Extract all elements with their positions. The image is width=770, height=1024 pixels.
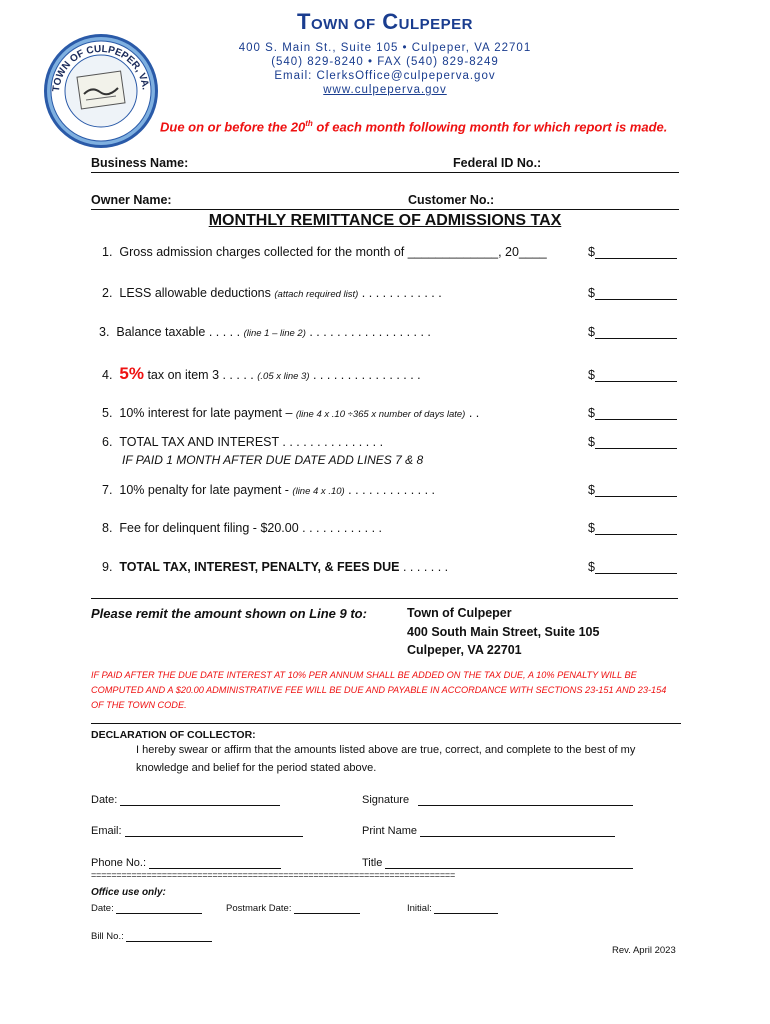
revision-date: Rev. April 2023 bbox=[612, 945, 676, 956]
bill-no-field[interactable]: Bill No.: bbox=[91, 931, 212, 942]
line-item-7: 7. 10% penalty for late payment - (line 4 x .10) . . . . . . . . . . . . . bbox=[102, 483, 435, 497]
amount-field-5[interactable]: $ bbox=[588, 406, 679, 420]
line-item-8: 8. Fee for delinquent filing - $20.00 . . . . . . . . . . . . bbox=[102, 521, 383, 535]
due-notice: Due on or before the 20th of each month following month for which report is made. bbox=[160, 119, 668, 135]
declaration-divider bbox=[91, 723, 681, 724]
town-title: TOWN OF CULPEPER bbox=[297, 9, 473, 34]
line-item-1: 1. Gross admission charges collected for the month of _____________, 20____ bbox=[102, 245, 547, 259]
line-item-5: 5. 10% interest for late payment – (line 4 x .10 ÷365 x number of days late) . . bbox=[102, 406, 480, 420]
phone-field[interactable]: Phone No.: bbox=[91, 856, 281, 869]
town-phone-fax: (540) 829-8240 • FAX (540) 829-8249 bbox=[271, 56, 499, 68]
owner-name-field[interactable] bbox=[185, 193, 400, 209]
customer-no-label: Customer No.: bbox=[408, 193, 495, 207]
line-item-3: 3. Balance taxable . . . . . (line 1 – line 2) . . . . . . . . . . . . . . . . . . bbox=[99, 325, 431, 339]
equals-divider: ======================================================================== bbox=[91, 870, 456, 880]
federal-id-field[interactable] bbox=[550, 156, 678, 172]
remit-label: Please remit the amount shown on Line 9 to: bbox=[91, 606, 367, 621]
amount-field-6[interactable]: $ bbox=[588, 435, 679, 449]
title-field[interactable]: Title bbox=[362, 856, 633, 869]
business-name-field[interactable] bbox=[190, 156, 440, 172]
business-name-label: Business Name: bbox=[91, 156, 189, 170]
amount-field-9[interactable]: $ bbox=[588, 560, 679, 574]
svg-text:TOWN OF CULPEPER, VA. bbox=[51, 44, 151, 93]
customer-no-field[interactable] bbox=[500, 193, 678, 209]
seal-text bbox=[42, 32, 160, 150]
town-website-link[interactable]: www.culpeperva.gov bbox=[323, 84, 447, 96]
amount-field-4[interactable]: $ bbox=[588, 368, 679, 382]
initial-field[interactable]: Initial: bbox=[407, 903, 498, 914]
line-item-6-note: IF PAID 1 MONTH AFTER DUE DATE ADD LINES 7 & 8 bbox=[122, 453, 424, 467]
amount-field-2[interactable]: $ bbox=[588, 286, 679, 300]
line-item-6: 6. TOTAL TAX AND INTEREST . . . . . . . . . . . . . . . bbox=[102, 435, 384, 449]
remit-street: 400 South Main Street, Suite 105 bbox=[407, 625, 600, 639]
late-payment-warning: IF PAID AFTER THE DUE DATE INTEREST AT 10% PER ANNUM SHALL BE ADDED ON THE TAX DUE, A 10% PENALTY WILL BE COMPUTED AND A $20.00 ADMINISTRATIVE FEE WILL BE DUE AND PAYABLE IN ACCORDANCE WITH SECTIONS 23-151 AND 23-154 OF THE TOWN CODE. bbox=[91, 670, 667, 710]
line-item-4: 4. 5% tax on item 3 . . . . . (.05 x line 3) . . . . . . . . . . . . . . . . bbox=[102, 364, 421, 383]
signature-field[interactable]: Signature bbox=[362, 793, 633, 806]
federal-id-label: Federal ID No.: bbox=[453, 156, 542, 170]
amount-field-8[interactable]: $ bbox=[588, 521, 679, 535]
office-date-field[interactable]: Date: bbox=[91, 903, 202, 914]
town-address: 400 S. Main St., Suite 105 • Culpeper, VA 22701 bbox=[238, 42, 532, 54]
form-title: MONTHLY REMITTANCE OF ADMISSIONS TAX bbox=[208, 212, 562, 229]
line-item-9: 9. TOTAL TAX, INTEREST, PENALTY, & FEES DUE . . . . . . . bbox=[102, 560, 449, 574]
remit-city: Culpeper, VA 22701 bbox=[407, 643, 522, 657]
email-field[interactable]: Email: bbox=[91, 824, 303, 837]
remit-town-name: Town of Culpeper bbox=[407, 606, 512, 620]
line-item-2: 2. LESS allowable deductions (attach required list) . . . . . . . . . . . . bbox=[102, 286, 442, 300]
divider-line bbox=[91, 598, 678, 599]
date-field[interactable]: Date: bbox=[91, 793, 280, 806]
amount-field-1[interactable]: $ bbox=[588, 245, 679, 259]
postmark-date-field[interactable]: Postmark Date: bbox=[226, 903, 360, 914]
owner-name-label: Owner Name: bbox=[91, 193, 172, 207]
town-email[interactable]: Email: ClerksOffice@culpeperva.gov bbox=[274, 70, 496, 82]
declaration-heading: DECLARATION OF COLLECTOR: bbox=[91, 729, 256, 741]
amount-field-3[interactable]: $ bbox=[588, 325, 679, 339]
office-use-heading: Office use only: bbox=[91, 887, 166, 898]
declaration-text: I hereby swear or affirm that the amounts listed above are true, correct, and complete to the best of my knowledge and belief for the period stated above. bbox=[136, 744, 636, 774]
seal-text-path: TOWN OF CULPEPER, VA. bbox=[50, 43, 151, 93]
amount-field-7[interactable]: $ bbox=[588, 483, 679, 497]
print-name-field[interactable]: Print Name bbox=[362, 824, 615, 837]
